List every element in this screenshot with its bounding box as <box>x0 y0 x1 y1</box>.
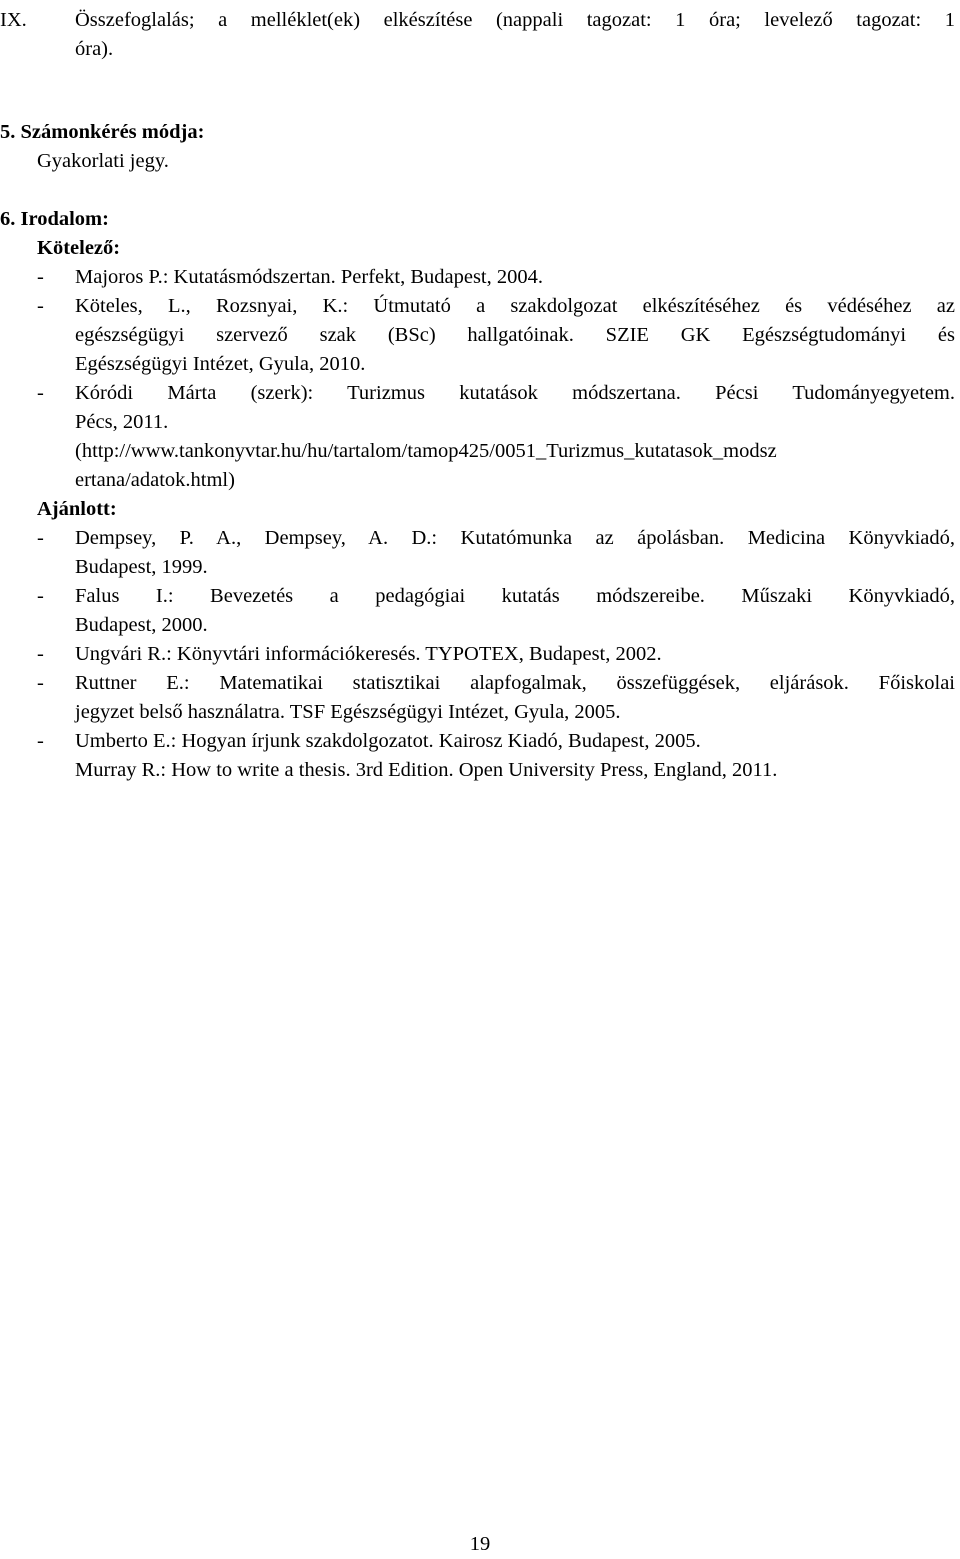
section-ix-line-2: óra). <box>75 38 114 60</box>
list-bullet: - <box>37 527 44 549</box>
list-item: jegyzet belső használatra. TSF Egészségügyi Intézet, Gyula, 2005. <box>75 701 621 723</box>
list-item: Budapest, 2000. <box>75 614 208 636</box>
section-5-text: Gyakorlati jegy. <box>37 150 169 172</box>
list-item: egészségügyi szervező szak (BSc) hallgatóinak. SZIE GK Egészségtudományi és <box>75 324 955 346</box>
recommended-heading: Ajánlott: <box>37 498 117 520</box>
list-item: Egészségügyi Intézet, Gyula, 2010. <box>75 353 366 375</box>
list-bullet: - <box>37 295 44 317</box>
list-item: Kóródi Márta (szerk): Turizmus kutatások módszertana. Pécsi Tudományegyetem. <box>75 382 955 404</box>
list-bullet: - <box>37 382 44 404</box>
list-item-extra: Murray R.: How to write a thesis. 3rd Edition. Open University Press, England, 2011. <box>75 759 778 781</box>
list-item: Pécs, 2011. <box>75 411 169 433</box>
mandatory-heading: Kötelező: <box>37 237 121 259</box>
list-bullet: - <box>37 266 44 288</box>
list-item: Majoros P.: Kutatásmódszertan. Perfekt, Budapest, 2004. <box>75 266 544 288</box>
list-item: Dempsey, P. A., Dempsey, A. D.: Kutatómunka az ápolásban. Medicina Könyvkiadó, <box>75 527 955 549</box>
list-item: Falus I.: Bevezetés a pedagógiai kutatás módszereibe. Műszaki Könyvkiadó, <box>75 585 955 607</box>
section-5-heading: 5. Számonkérés módja: <box>0 121 205 143</box>
list-item: ertana/adatok.html) <box>75 469 235 491</box>
list-item: Ruttner E.: Matematikai statisztikai alapfogalmak, összefüggések, eljárások. Főiskolai <box>75 672 955 694</box>
list-item: Umberto E.: Hogyan írjunk szakdolgozatot. Kairosz Kiadó, Budapest, 2005. <box>75 730 701 752</box>
list-item: Ungvári R.: Könyvtári információkeresés. TYPOTEX, Budapest, 2002. <box>75 643 662 665</box>
section-ix-line-1: Összefoglalás; a melléklet(ek) elkészítése (nappali tagozat: 1 óra; levelező tagozat: 1 <box>75 9 955 31</box>
section-ix-numeral: IX. <box>0 9 27 31</box>
list-item: Köteles, L., Rozsnyai, K.: Útmutató a szakdolgozat elkészítéséhez és védéséhez az <box>75 295 955 317</box>
list-bullet: - <box>37 730 44 752</box>
section-6-heading: 6. Irodalom: <box>0 208 109 230</box>
list-bullet: - <box>37 643 44 665</box>
list-bullet: - <box>37 585 44 607</box>
list-item: (http://www.tankonyvtar.hu/hu/tartalom/tamop425/0051_Turizmus_kutatasok_modsz <box>75 440 777 462</box>
list-bullet: - <box>37 672 44 694</box>
list-item: Budapest, 1999. <box>75 556 208 578</box>
page-number: 19 <box>469 1533 491 1555</box>
